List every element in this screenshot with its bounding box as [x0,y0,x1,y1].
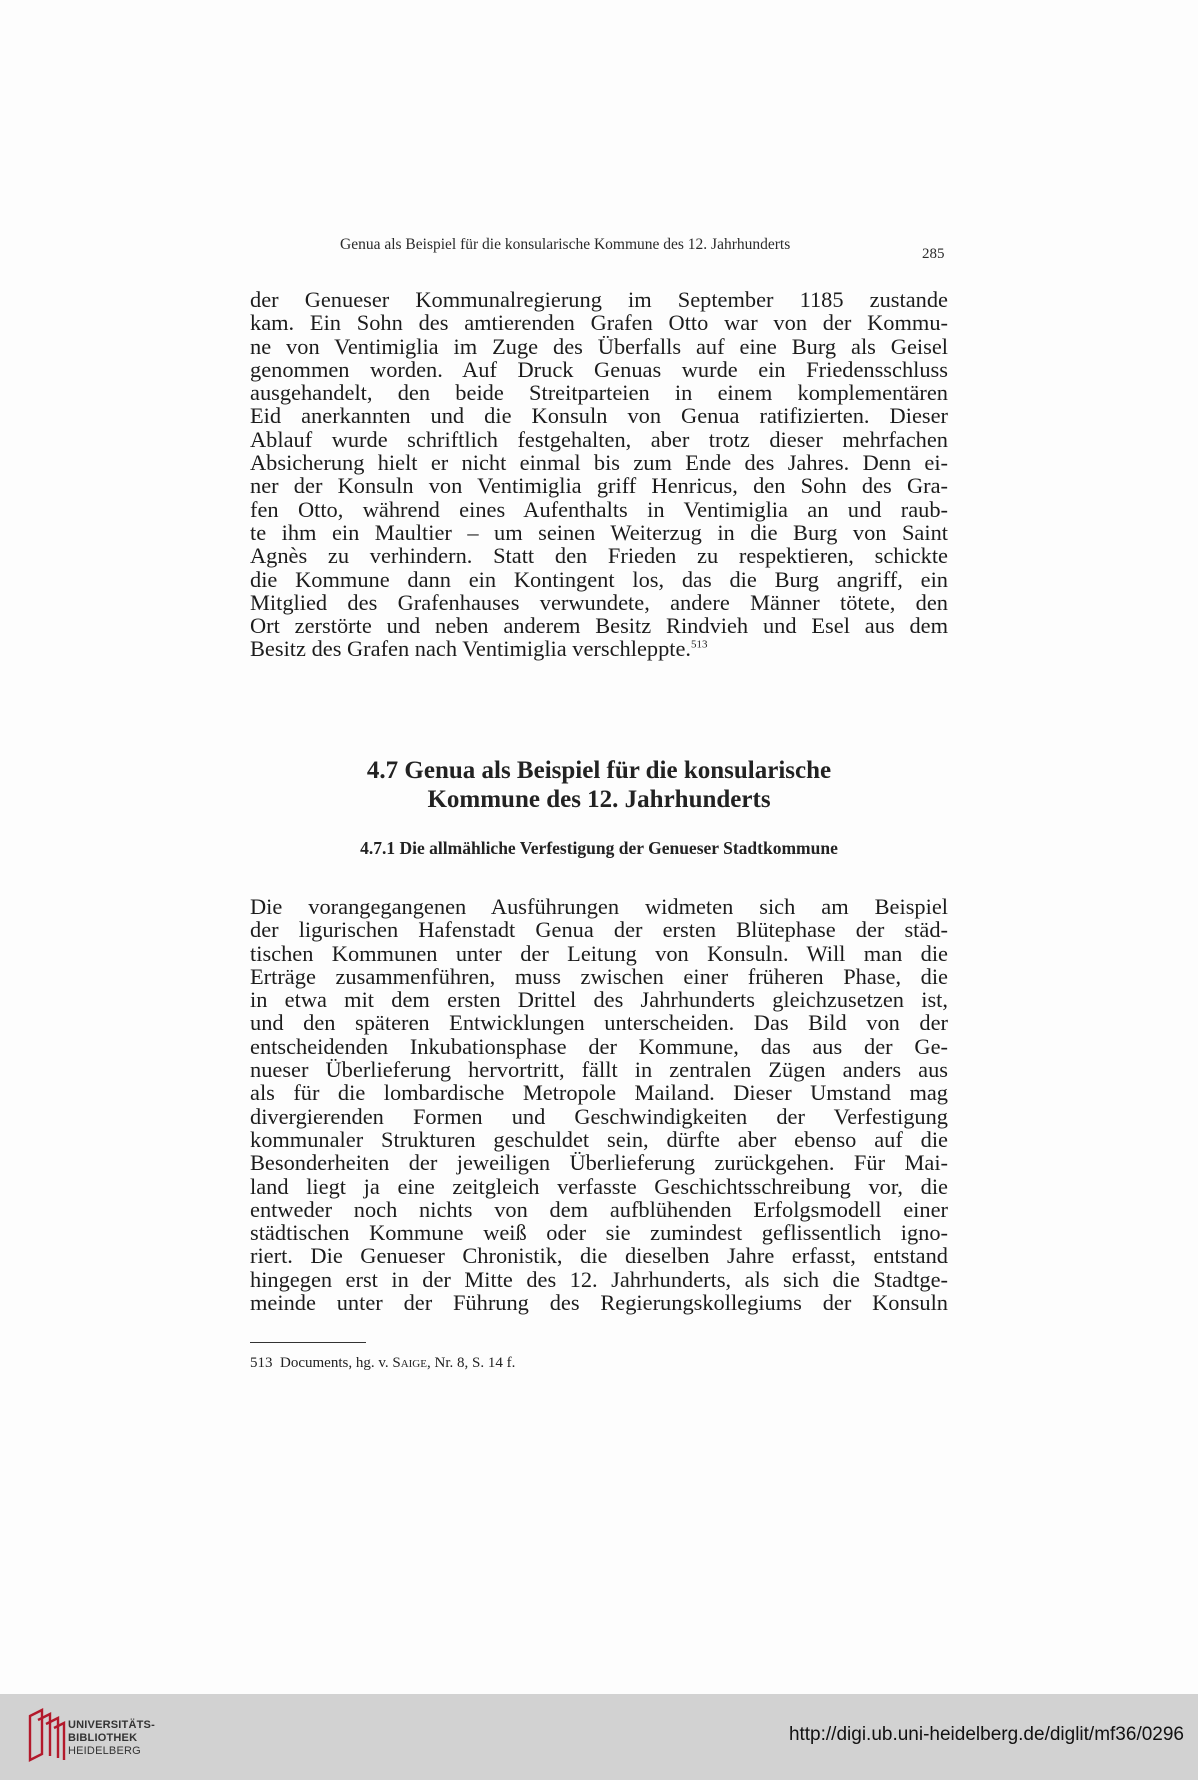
text-line: tischen Kommunen unter der Leitung von Konsuln. Will man die [250,940,948,966]
text-line: städtischen Kommune weiß oder sie zumindest geflissentlich igno- [250,1220,948,1246]
text-line: kommunaler Strukturen geschuldet sein, dürfte aber ebenso auf die [250,1126,948,1152]
running-title: Genua als Beispiel für die konsularische Kommune des 12. Jahrhunderts [340,236,791,253]
text-line: riert. Die Genueser Chronistik, die dieselben Jahre erfasst, entstand [250,1243,948,1269]
permalink-url[interactable]: http://digi.ub.uni-heidelberg.de/diglit/mf36/0296 [788,1724,1184,1745]
text-line: entweder noch nichts von dem aufblühenden Erfolgsmodell einer [250,1196,948,1222]
text-line-last [250,637,948,660]
text-line: als für die lombardische Metropole Mailand. Dieser Umstand mag [250,1080,948,1106]
text-line-last-text: Besitz des Grafen nach Ventimiglia verschleppte. [250,636,692,662]
section-heading-line1: 4.7 Genua als Beispiel für die konsularische [366,757,832,784]
text-line: nueser Überlieferung hervortritt, fällt in zentralen Zügen anders aus [250,1057,948,1083]
text-line: land liegt ja eine zeitgleich verfasste Geschichtsschreibung vor, die [250,1173,948,1199]
logo-line-2: BIBLIOTHEK [68,1732,138,1744]
text-line: Die vorangegangenen Ausführungen widmeten sich am Beispiel [250,894,948,919]
footnote-number: 513 [250,1355,273,1371]
viewer-footer-bar [0,1694,1198,1780]
text-line: divergierenden Formen und Geschwindigkeiten der Verfestigung [250,1103,948,1129]
footnote-text-after: , Nr. 8, S. 14 f. [426,1355,516,1371]
text-line: der Genueser Kommunalregierung im September 1185 zustande [250,287,948,312]
text-line: meinde unter der Führung des Regierungskollegiums der Konsuln [250,1290,948,1316]
footnote-text-before: Documents, hg. v. [280,1355,389,1371]
text-line: fen Otto, während eines Aufenthalts in Ventimiglia an und raub- [250,496,948,522]
footnote-ref[interactable]: 513 [691,638,708,651]
logo-line-3: HEIDELBERG [68,1745,141,1757]
text-line: die Kommune dann ein Kontingent los, das die Burg angriff, ein [250,566,948,592]
library-logo-text [68,1719,155,1758]
text-line: te ihm ein Maultier – um seinen Weiterzug in die Burg von Saint [250,519,948,545]
logo-line-1: UNIVERSITÄTS- [68,1719,155,1731]
library-logo-icon[interactable] [24,1706,68,1764]
page-number: 285 [922,246,945,262]
text-line: Besonderheiten der jeweiligen Überlieferung zurückgehen. Für Mai- [250,1150,948,1176]
subsection-heading: 4.7.1 Die allmähliche Verfestigung der Genueser Stadtkommune [360,838,838,858]
text-line: Eid anerkannten und die Konsuln von Genua ratifizierten. Dieser [250,403,948,429]
text-line: entscheidenden Inkubationsphase der Kommune, das aus der Ge- [250,1033,948,1059]
text-line: Mitglied des Grafenhauses verwundete, andere Männer tötete, den [250,589,948,615]
text-line: Erträge zusammenführen, muss zwischen einer früheren Phase, die [250,963,948,989]
text-line: Ort zerstörte und neben anderem Besitz Rindvieh und Esel aus dem [250,613,948,639]
footnote-513 [250,1355,515,1372]
text-line: der ligurischen Hafenstadt Genua der ersten Blütephase der städ- [250,917,948,943]
text-line: ausgehandelt, den beide Streitparteien in einem komplementären [250,380,948,406]
text-line: hingegen erst in der Mitte des 12. Jahrhunderts, als sich die Stadtge- [250,1266,948,1292]
footnote-author: Saige [392,1355,427,1371]
text-line: Agnès zu verhindern. Statt den Frieden zu respektieren, schickte [250,543,948,569]
text-line: genommen worden. Auf Druck Genuas wurde ein Friedensschluss [250,356,948,382]
text-line: in etwa mit dem ersten Drittel des Jahrhunderts gleichzusetzen ist, [250,987,948,1013]
text-line: kam. Ein Sohn des amtierenden Grafen Otto war von der Kommu- [250,310,948,336]
section-heading-line2: Kommune des 12. Jahrhunderts [427,786,771,813]
text-line: ne von Ventimiglia im Zuge des Überfalls auf eine Burg als Geisel [250,333,948,359]
text-line: Ablauf wurde schriftlich festgehalten, aber trotz dieser mehrfachen [250,426,948,452]
text-line: und den späteren Entwicklungen unterscheiden. Das Bild von der [250,1010,948,1036]
text-line: ner der Konsuln von Ventimiglia griff Henricus, den Sohn des Gra- [250,473,948,499]
footnote-separator [250,1342,366,1343]
text-line: Absicherung hielt er nicht einmal bis zum Ende des Jahres. Denn ei- [250,450,948,476]
paragraph-1 [250,288,948,661]
section-heading [250,756,948,814]
paragraph-2 [250,895,948,1314]
